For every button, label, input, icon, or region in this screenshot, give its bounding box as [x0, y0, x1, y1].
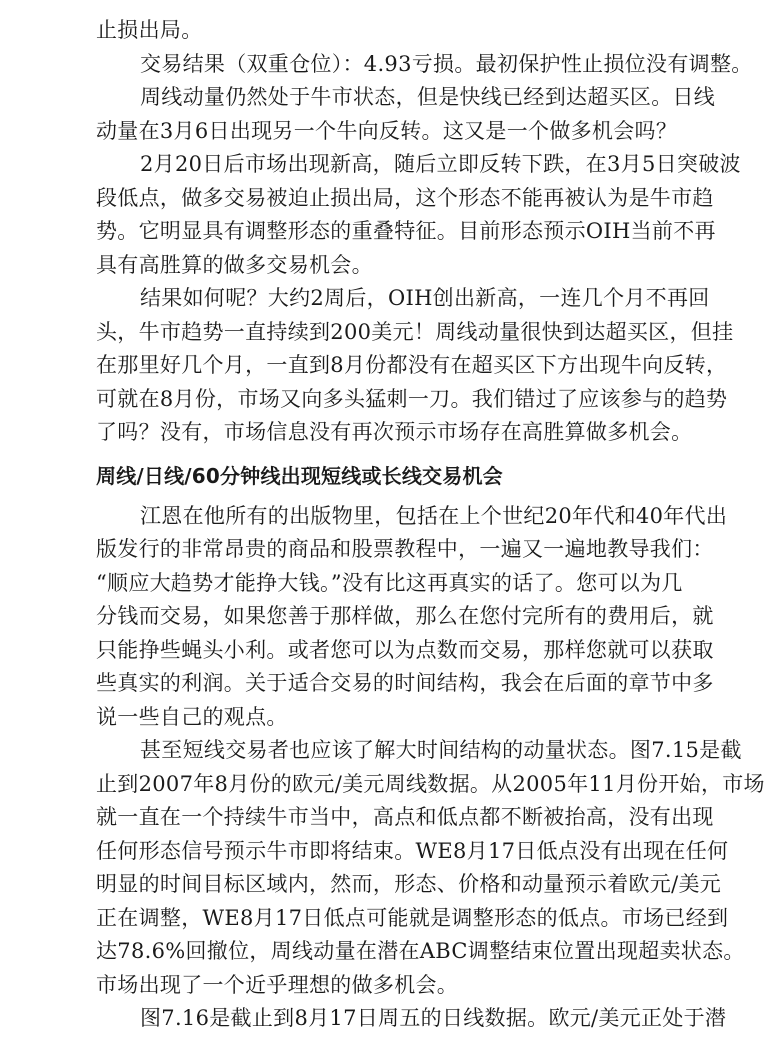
text-line: 段低点，做多交易被迫止损出局，这个形态不能再被认为是牛市趋: [96, 185, 714, 210]
text-line: 些真实的利润。关于适合交易的时间结构，我会在后面的章节中多: [96, 671, 714, 695]
text-line: 周线动量仍然处于牛市状态，但是快线已经到达超买区。日线: [140, 85, 716, 109]
text-line: 交易结果（双重仓位）：4.93亏损。最初保护性止损位没有调整。: [140, 51, 753, 76]
paragraph: [96, 81, 716, 148]
section-heading: 周线/日线/60分钟线出现短线或长线交易机会: [96, 463, 503, 488]
text-line: 止到2007年8月份的欧元/美元周线数据。从2005年11月份开始，市场: [96, 771, 765, 796]
text-line: 图7.16是截止到8月17日周五的日线数据。欧元/美元正处于潜: [140, 1006, 727, 1030]
text-line: 动量在3月6日出现另一个牛向反转。这又是一个做多机会吗？: [96, 118, 678, 143]
paragraph: [96, 48, 753, 82]
text-line: 头，牛市趋势一直持续到200美元！周线动量很快到达超买区，但挂: [96, 319, 734, 344]
document-page: [96, 14, 765, 1036]
text-line: 达78.6%回撤位，周线动量在潜在ABC调整结束位置出现超卖状态。: [96, 939, 745, 963]
text-line: 了吗？没有，市场信息没有再次预示市场存在高胜算做多机会。: [96, 420, 693, 444]
text-line: 市场出现了一个近乎理想的做多机会。: [96, 972, 459, 997]
paragraph: [96, 148, 741, 282]
text-line: 正在调整，WE8月17日低点可能就是调整形态的低点。市场已经到: [96, 905, 729, 930]
text-line: 说一些自己的观点。: [96, 704, 288, 729]
paragraph: [96, 14, 656, 48]
text-line: 势。它明显具有调整形态的重叠特征。目前形态预示OIH当前不再: [96, 219, 716, 243]
text-line: 可就在8月份，市场又向多头猛刺一刀。我们错过了应该参与的趋势: [96, 386, 728, 411]
text-line: 在那里好几个月，一直到8月份都没有在超买区下方出现牛向反转，: [96, 353, 728, 377]
text-line: 明显的时间目标区域内，然而，形态、价格和动量预示着欧元/美元: [96, 872, 722, 896]
paragraph: [96, 500, 728, 735]
text-line: 具有高胜算的做多交易机会。: [96, 252, 373, 277]
text-line: 结果如何呢？大约2周后，OIH创出新高，一连几个月不再回: [140, 286, 710, 310]
text-line: 版发行的非常昂贵的商品和股票教程中，一遍又一遍地教导我们：: [96, 537, 714, 561]
text-line: 止损出局。: [96, 18, 203, 42]
text-line: 甚至短线交易者也应该了解大时间结构的动量状态。图7.15是截: [140, 738, 742, 762]
text-line: 分钱而交易，如果您善于那样做，那么在您付完所有的费用后，就: [96, 604, 714, 628]
text-line: 2月20日后市场出现新高，随后立即反转下跌，在3月5日突破波: [140, 152, 741, 176]
paragraph: [96, 734, 765, 1002]
paragraph: [96, 282, 734, 450]
text-line: 江恩在他所有的出版物里，包括在上个世纪20年代和40年代出: [140, 503, 728, 528]
text-line: 只能挣些蝇头小利。或者您可以为点数而交易，那样您就可以获取: [96, 637, 714, 662]
text-line: “顺应大趋势才能挣大钱。”没有比这再真实的话了。您可以为几: [96, 570, 683, 595]
text-line: 任何形态信号预示牛市即将结束。WE8月17日低点没有出现在任何: [96, 838, 729, 863]
paragraph: [96, 1002, 727, 1036]
text-line: 就一直在一个持续牛市当中，高点和低点都不断被抬高，没有出现: [96, 805, 714, 829]
